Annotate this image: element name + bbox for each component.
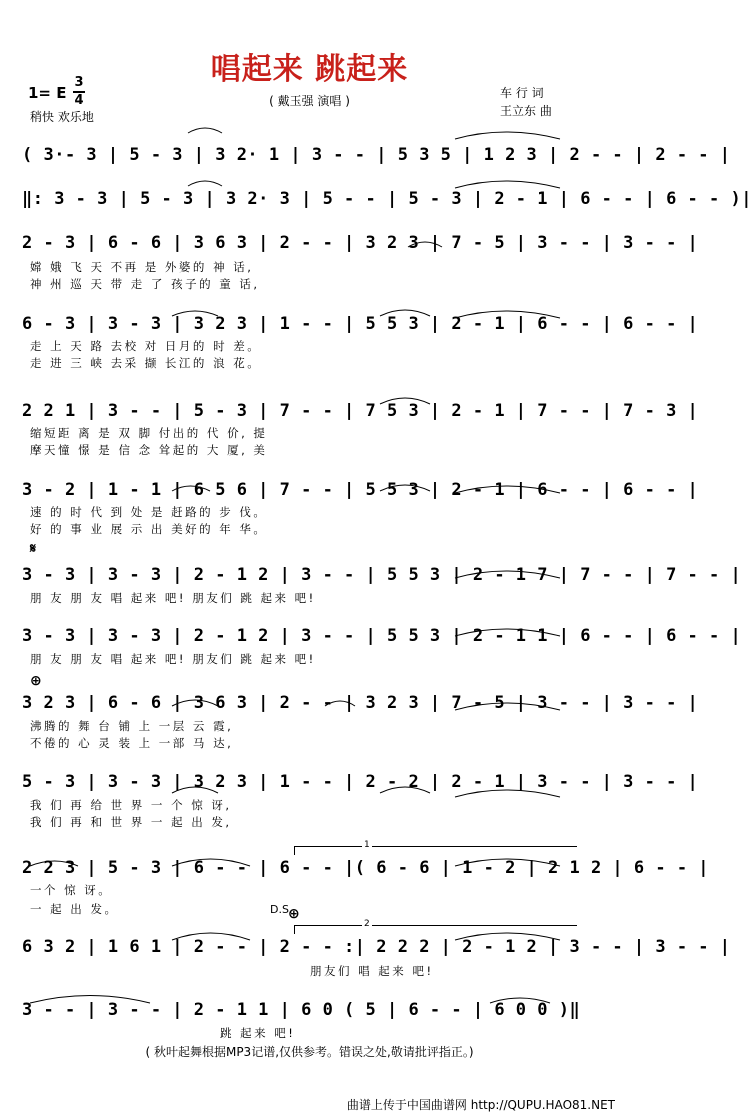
notation-line-8	[22, 626, 742, 650]
lyric-line: 摩天憧 憬 是 信 念 耸起的 大 厦, 美	[30, 443, 268, 457]
notes: 3 - 3 | 3 - 3 | 2 - 1 2 | 3 - - | 5 5 3 | 2 - 1 1 | 6 - - | 6 - - |	[22, 626, 742, 646]
notation-line-5	[22, 401, 699, 425]
lyric-line: 朋 友 朋 友 唱 起来 吧! 朋友们 跳 起来 吧!	[30, 652, 316, 666]
volta-number-2: 2	[364, 919, 370, 929]
notes: 3 - - | 3 - - | 2 - 1 1 | 6 0 ( 5 | 6 - - | 6 0 0 )‖	[22, 1000, 581, 1020]
volta-bracket-2	[294, 925, 577, 934]
singer-credit: ( 戴玉强 演唱 )	[269, 94, 350, 108]
notes: 3 - 3 | 3 - 3 | 2 - 1 2 | 3 - - | 5 5 3 | 2 - 1 7 | 7 - - | 7 - - |	[22, 565, 742, 585]
notes: 5 - 3 | 3 - 3 | 3 2 3 | 1 - - | 2 - 2 | 2 - 1 | 3 - - | 3 - - |	[22, 772, 699, 792]
lyric-line: 朋友们 唱 起来 吧!	[310, 964, 434, 978]
lyric-line: 嫦 娥 飞 天 不再 是 外婆的 神 话,	[30, 260, 254, 274]
song-title: 唱起来 跳起来	[210, 52, 409, 87]
notation-line-13	[22, 1000, 588, 1024]
notation-line-6	[22, 480, 699, 504]
notes: 2 2 3 | 5 - 3 | 6 - - | 6 - - |( 6 - 6 | 1 - 2 | 2 1 2 | 6 - - |	[22, 858, 710, 878]
lyric-line: 走 进 三 峡 去采 撷 长江的 浪 花。	[30, 356, 262, 370]
notation-line-11	[22, 858, 710, 882]
tempo-marking: 稍快 欢乐地	[30, 110, 94, 124]
notation-line-1	[22, 145, 731, 169]
notes: 3 2 3 | 6 - 6 | 3 6 3 | 2 - - | 3 2 3 | 7 - 5 | 3 - - | 3 - - |	[22, 693, 699, 713]
notes: ( 3·- 3 | 5 - 3 | 3 2· 1 | 3 - - | 5 3 5 | 1 2 3 | 2 - - | 2 - - |	[22, 145, 731, 165]
lyric-line: 缩短距 离 是 双 脚 付出的 代 价, 提	[30, 426, 268, 440]
lyric-line: 我 们 再 给 世 界 一 个 惊 讶,	[30, 798, 232, 812]
lyric-line: 跳 起来 吧!	[220, 1026, 296, 1040]
time-signature	[73, 76, 85, 108]
coda-mark: ⊕	[30, 673, 42, 689]
notes: 6 - 3 | 3 - 3 | 3 2 3 | 1 - - | 5 5 3 | 2 - 1 | 6 - - | 6 - - |	[22, 314, 699, 334]
notes: ‖: 3 - 3 | 5 - 3 | 3 2· 3 | 5 - - | 5 - 3 | 2 - 1 | 6 - - | 6 - - )|	[22, 189, 752, 209]
volta-number-1: 1	[364, 840, 370, 850]
meter-top: 3	[74, 75, 84, 90]
lyric-line: 神 州 巡 天 带 走 了 孩子的 童 话,	[30, 277, 260, 291]
lyric-line: 朋 友 朋 友 唱 起来 吧! 朋友们 跳 起来 吧!	[30, 591, 316, 605]
notation-line-2	[22, 189, 752, 213]
dal-segno-mark: D.S.	[270, 903, 293, 916]
lyric-line: 沸腾的 舞 台 铺 上 一层 云 霞,	[30, 719, 234, 733]
notes: 2 - 3 | 6 - 6 | 3 6 3 | 2 - - | 3 2 3 | 7 - 5 | 3 - - | 3 - - |	[22, 233, 699, 253]
notes: 2 2 1 | 3 - - | 5 - 3 | 7 - - | 7 5 3 | 2 - 1 | 7 - - | 7 - 3 |	[22, 401, 699, 421]
notation-line-3	[22, 233, 699, 257]
notes: 6 3 2 | 1 6 1 | 2 - - | 2 - - :| 2 2 2 | 2 - 1 2 | 3 - - | 3 - - |	[22, 937, 731, 957]
composer-credit: 王立东 曲	[500, 104, 552, 118]
transcriber-note: ( 秋叶起舞根据MP3记谱,仅供参考。错误之处,敬请批评指正。)	[145, 1045, 474, 1059]
source-watermark: 曲谱上传于中国曲谱网 http://QUPU.HAO81.NET	[346, 1098, 615, 1112]
notation-line-9	[22, 693, 699, 717]
lyric-line: 一 起 出 发。	[30, 902, 119, 916]
volta-bracket-1	[294, 846, 577, 855]
segno-mark: 𝄋	[30, 541, 37, 557]
notation-line-12	[22, 937, 731, 961]
meter-bottom: 4	[74, 93, 84, 108]
lyric-line: 一个 惊 讶。	[30, 883, 113, 897]
lyric-line: 不倦的 心 灵 装 上 一部 马 达,	[30, 736, 234, 750]
notation-line-4	[22, 314, 699, 338]
lyric-line: 速 的 时 代 到 处 是 赶路的 步 伐。	[30, 505, 268, 519]
notes: 3 - 2 | 1 - 1 | 6 5 6 | 7 - - | 5 5 3 | 2 - 1 | 6 - - | 6 - - |	[22, 480, 699, 500]
notation-line-10	[22, 772, 699, 796]
lyric-line: 好 的 事 业 展 示 出 美好的 年 华。	[30, 522, 268, 536]
lyric-line: 我 们 再 和 世 界 一 起 出 发,	[30, 815, 232, 829]
lyric-line: 走 上 天 路 去校 对 日月的 时 差。	[30, 339, 262, 353]
notation-line-7	[22, 565, 742, 589]
lyricist-credit: 车 行 词	[500, 86, 544, 100]
key-signature: 1= E	[28, 84, 67, 102]
coda-mark: ⊕	[288, 906, 300, 922]
